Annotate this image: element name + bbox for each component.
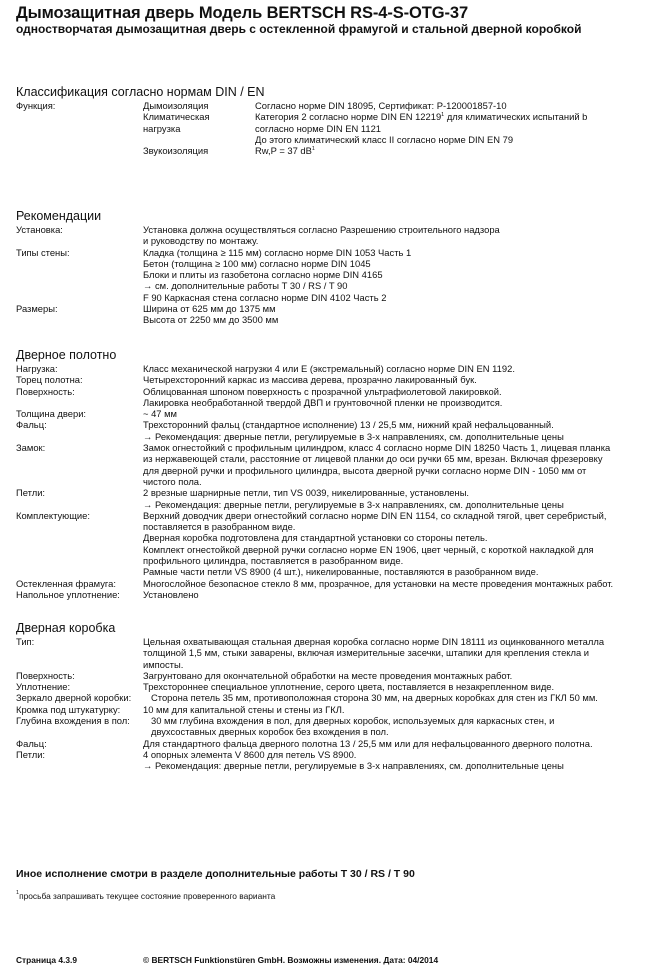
row-label: Поверхность: (16, 669, 75, 681)
spec-row (16, 636, 636, 670)
row-value-line: 10 мм для капитальной стены и стены из ГКЛ. (143, 703, 345, 715)
footnote-ref: 1 (441, 112, 445, 119)
row-value-line: поставляется в разобранном виде. (143, 521, 296, 533)
spec-row (16, 738, 636, 749)
row-label: Функция: (16, 100, 56, 111)
spec-row (16, 704, 636, 715)
row-value-line: 2 врезные шарнирные петли, тип VS 0039, никелированные, установлены. (143, 487, 470, 499)
row-label: Торец полотна: (16, 374, 83, 386)
spec-row (16, 578, 636, 589)
document-subtitle: одностворчатая дымозащитная дверь с остекленной фрамугой и стальной дверной коробкой (16, 22, 582, 36)
row-label: Остекленная фрамуга: (16, 577, 116, 589)
section-recommendations (16, 209, 636, 326)
row-value-line: Комплект огнестойкой дверной ручки согласно норме EN 1906, цвет черный, с короткой накладкой для (143, 543, 594, 555)
spec-row (16, 408, 636, 419)
row-value-line: и руководству по монтажу. (143, 235, 259, 247)
row-label: Уплотнение: (16, 681, 71, 693)
row-value-line: Цельная охватывающая стальная дверная коробка согласно норме DIN 18111 из оцинкованного металла (143, 636, 605, 647)
function-name: Дымоизоляция (143, 100, 209, 111)
classification-row (16, 100, 636, 156)
row-value-line: Трехсторонний фальц (стандартное исполнение) 13 / 25,5 мм, нижний край нефальцованный. (143, 419, 554, 431)
row-label: Толщина двери: (16, 408, 87, 420)
section-heading: Дверная коробка (16, 621, 116, 635)
row-value-line: Многослойное безопасное стекло 8 мм, прозрачное, для установки на месте проведения монтажных работ. (143, 577, 614, 589)
row-value-line: толщиной 1,5 мм, стыки заварены, включая измерительные засечки, штапики для крепления стекла и (143, 647, 590, 659)
spec-row (16, 681, 636, 692)
spec-row (16, 419, 636, 442)
spec-row (16, 363, 636, 374)
row-value-line: Для стандартного фальца дверного полотна 13 / 25,5 мм или для нефальцованного дверного полотна. (143, 737, 593, 749)
alternative-note: Иное исполнение смотри в разделе дополнительные работы T 30 / RS / T 90 (16, 868, 415, 880)
section-heading: Дверное полотно (16, 348, 117, 362)
spec-row (16, 692, 636, 703)
row-label: Петли: (16, 748, 46, 760)
row-value-line: Ширина от 625 мм до 1375 мм (143, 303, 276, 315)
spec-row (16, 715, 636, 738)
row-value-line: → см. дополнительные работы Т 30 / RS / T 90 (143, 280, 348, 292)
function-value: Согласно норме DIN 18095, Сертификат: P-120001857-10 (255, 100, 507, 111)
row-value-line: двухсоставных дверных коробок без вхождения в пол. (151, 726, 389, 738)
function-name: Звукоизоляция (143, 145, 209, 157)
row-label: Фальц: (16, 737, 47, 749)
row-value-line: F 90 Каркасная стена согласно норме DIN 4102 Часть 2 (143, 291, 387, 303)
row-value-line: Рамные части петли VS 8900 (4 шт.), никелированные, поставляются в разобранном виде. (143, 566, 539, 578)
spec-row (16, 374, 636, 385)
row-value-line: Загрунтовано для окончательной обработки на месте проведения монтажных работ. (143, 669, 513, 681)
row-label: Кромка под штукатурку: (16, 703, 121, 715)
spec-row (16, 224, 636, 247)
function-value: До этого климатический класс II согласно норме DIN EN 79 (255, 133, 514, 145)
row-label: Комплектующие: (16, 509, 90, 521)
section-door-leaf (16, 348, 636, 600)
row-value-line: 4 опорных элемента V 8600 для петель VS 8900. (143, 748, 357, 760)
row-label: Петли: (16, 487, 46, 499)
row-label: Зеркало дверной коробки: (16, 692, 132, 704)
row-value-line: Четырехсторонний каркас из массива дерева, прозрачно лакированный бук. (143, 374, 477, 386)
section-door-frame (16, 621, 636, 772)
row-label: Поверхность: (16, 385, 75, 397)
row-value-line: Кладка (толщина ≥ 115 мм) согласно норме DIN 1053 Часть 1 (143, 246, 412, 258)
page-number: Страница 4.3.9 (16, 955, 77, 965)
row-value-line: Установлено (143, 588, 199, 600)
function-value: Категория 2 согласно норме DIN EN 12219$^1$ для климатических испытаний b (255, 111, 588, 123)
row-label: Типы стены: (16, 246, 70, 258)
spec-row (16, 487, 636, 510)
spec-row (16, 303, 636, 326)
row-value-line: Блоки и плиты из газобетона согласно норме DIN 4165 (143, 269, 383, 281)
spec-row (16, 442, 636, 487)
row-label: Замок: (16, 442, 46, 454)
footnote-ref: 1 (311, 146, 315, 153)
row-value-line: Сторона петель 35 мм, противоположная сторона 30 мм, на дверных коробках для стен из ГКЛ 50 мм. (151, 692, 598, 704)
row-label: Фальц: (16, 419, 47, 431)
row-label: Нагрузка: (16, 363, 58, 374)
spec-row (16, 247, 636, 303)
row-label: Напольное уплотнение: (16, 588, 120, 600)
function-name: Климатическая (143, 111, 210, 123)
row-value-line: Трехстороннее специальное уплотнение, серого цвета, поставляется в незакрепленном виде. (143, 681, 555, 693)
function-value: согласно норме DIN EN 1121 (255, 122, 381, 134)
row-value-line: 30 мм глубина вхождения в пол, для дверных коробок, используемых для каркасных стен, и (151, 715, 555, 727)
row-value-line: ~ 47 мм (143, 408, 178, 420)
row-value-line: импосты. (143, 658, 184, 670)
row-value-line: Класс механической нагрузки 4 или E (экстремальный) согласно норме DIN EN 1192. (143, 363, 515, 374)
row-label: Глубина вхождения в пол: (16, 715, 130, 727)
row-value-line: профильного цилиндра, поставляется в разобранном виде. (143, 555, 404, 567)
section-heading: Рекомендации (16, 209, 102, 223)
row-value-line: Дверная коробка подготовлена для стандартной установки со стороны петель. (143, 532, 488, 544)
row-value-line: → Рекомендация: дверные петли, регулируемые в 3-х направлениях, см. дополнительные цены (143, 760, 564, 772)
row-value-line: Высота от 2250 мм до 3500 мм (143, 314, 279, 326)
row-value-line: чистого пола. (143, 475, 202, 487)
row-value-line: → Рекомендация: дверные петли, регулируемые в 3-х направлениях, см. дополнительные цены (143, 498, 564, 510)
spec-row (16, 589, 636, 600)
spec-row (16, 749, 636, 772)
footnote: $^1$просьба запрашивать текущее состояние проверенного варианта (16, 890, 276, 901)
row-value-line: Лакировка необработанной твердой ДВП и грунтовочной пленки не производится. (143, 396, 503, 408)
copyright: © BERTSCH Funktionstüren GmbH. Возможны изменения. Дата: 04/2014 (143, 955, 439, 965)
row-label: Размеры: (16, 303, 58, 315)
row-value-line: из нержавеющей стали, расстояние от лицевой планки до оси ручки 65 мм, врезан. Включая фрезеровку (143, 453, 603, 465)
row-value-line: Замок огнестойкий с профильным цилиндром, класс 4 согласно норме DIN 18250 Часть 1, лицевая планка (143, 442, 611, 454)
function-value: Rw,P = 37 $dB^1$ (255, 145, 315, 157)
spec-row (16, 510, 636, 578)
row-label: Тип: (16, 636, 35, 647)
row-value-line: Верхний доводчик двери огнестойкий согласно норме DIN EN 1154, со складной тягой, цвет серебристый, (143, 509, 607, 521)
row-value-line: Установка должна осуществляться согласно Разрешению строительного надзора (143, 224, 500, 235)
row-value-line: для дверной ручки и профильного цилиндра, высота дверной ручки согласно норме DIN - 1050 мм от (143, 464, 587, 476)
section-classification (16, 85, 636, 156)
spec-row (16, 386, 636, 409)
function-name: нагрузка (143, 122, 181, 134)
spec-row (16, 670, 636, 681)
row-value-line: Бетон (толщина ≥ 100 мм) согласно норме DIN 1045 (143, 257, 371, 269)
row-value-line: → Рекомендация: дверные петли, регулируемые в 3-х направлениях, см. дополнительные цены (143, 430, 564, 442)
section-heading: Классификация согласно нормам DIN / EN (16, 85, 265, 99)
document-title: Дымозащитная дверь Модель BERTSCH RS-4-S-OTG-37 (16, 4, 469, 22)
row-label: Установка: (16, 224, 63, 235)
row-value-line: Облицованная шпоном поверхность с прозрачной ультрафиолетовой лакировкой. (143, 385, 502, 397)
